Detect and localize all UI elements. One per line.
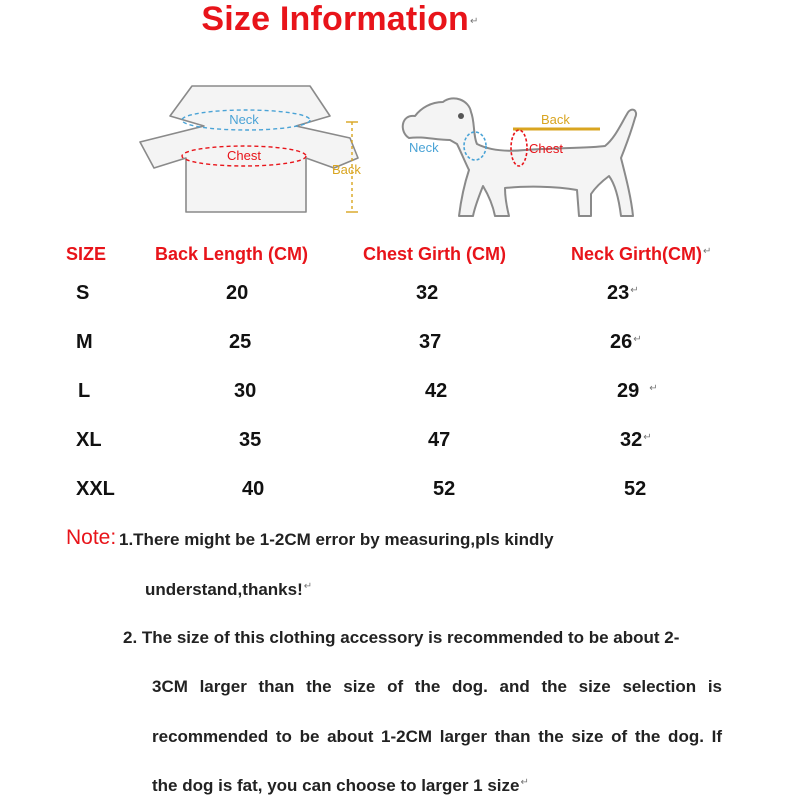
neck-girth-cell: 32↵ xyxy=(620,429,652,451)
size-cell: L xyxy=(78,380,91,402)
chest-girth-cell: 52 xyxy=(433,478,456,500)
neck-girth-cell: 26↵ xyxy=(610,331,642,353)
note-1-line-1: 1.There might be 1-2CM error by measuring,pls kindly xyxy=(119,530,554,549)
note-label: Note: xyxy=(66,526,117,549)
size-cell: S xyxy=(76,282,90,304)
note-2-line-3: recommended to be about 1-2CM larger than the size of the dog. If xyxy=(152,727,722,746)
neck-girth-cell: 52 xyxy=(624,478,647,500)
back-length-cell: 25 xyxy=(229,331,252,353)
dog-neck-label: Neck xyxy=(409,140,439,155)
shirt-diagram xyxy=(120,80,400,230)
neck-girth-cell: 23↵ xyxy=(607,282,639,304)
header-size: SIZE xyxy=(66,244,107,264)
page-title: Size Information↵ xyxy=(201,0,479,38)
shirt-chest-label: Chest xyxy=(227,148,261,163)
size-cell: XXL xyxy=(76,478,115,500)
back-length-cell: 30 xyxy=(234,380,257,402)
note-2-line-1: 2. The size of this clothing accessory is recommended to be about 2- xyxy=(123,628,680,647)
chest-girth-cell: 37 xyxy=(419,331,442,353)
header-chest-girth: Chest Girth (CM) xyxy=(363,244,506,264)
dog-chest-label: Chest xyxy=(529,141,563,156)
note-1-line-2: understand,thanks!↵ xyxy=(145,580,313,599)
dog-diagram xyxy=(395,78,675,228)
dog-back-label: Back xyxy=(541,112,570,127)
note-2-line-4: the dog is fat, you can choose to larger 1 size↵ xyxy=(152,776,529,795)
dog-eye xyxy=(458,113,464,119)
header-neck-girth: Neck Girth(CM)↵ xyxy=(571,244,712,264)
chest-girth-cell: 32 xyxy=(416,282,439,304)
dog-outline xyxy=(403,98,636,216)
back-length-cell: 20 xyxy=(226,282,249,304)
shirt-neck-label: Neck xyxy=(229,112,259,127)
shirt-back-label: Back xyxy=(332,162,361,177)
size-cell: M xyxy=(76,331,93,353)
chest-girth-cell: 42 xyxy=(425,380,448,402)
back-length-cell: 40 xyxy=(242,478,265,500)
header-back-length: Back Length (CM) xyxy=(155,244,308,264)
note-2-line-2: 3CM larger than the size of the dog. and the size selection is xyxy=(152,677,722,696)
back-length-cell: 35 xyxy=(239,429,262,451)
neck-girth-cell: 29 ↵ xyxy=(617,380,658,402)
size-cell: XL xyxy=(76,429,102,451)
chest-girth-cell: 47 xyxy=(428,429,451,451)
